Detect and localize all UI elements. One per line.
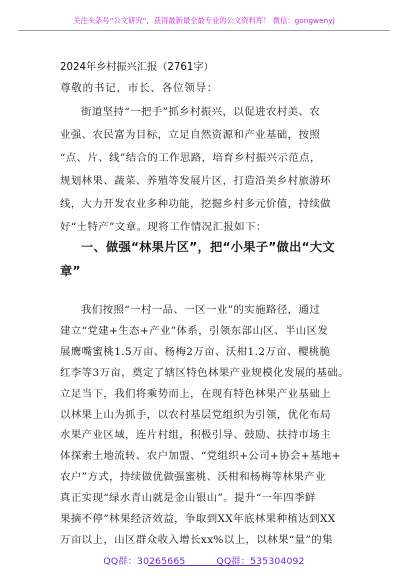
paragraph-line: 线，大力开发农业多种功能，挖掘乡村多元价值，持续做	[60, 198, 332, 210]
paragraph-line: 红李等3万亩，奠定了辖区特色林果产业规模化发展的基础。	[60, 366, 349, 379]
footer-qq-group-1[interactable]: QQ群：30265665	[103, 555, 186, 567]
paragraph-line: 我们按照“一村一品、一区一业”的实施路径，通过	[81, 304, 321, 316]
paragraph-line: 体探索土地流转、农户加盟、“党组织+公司+协会+基地+	[60, 450, 341, 463]
paragraph-line: 街道坚持“一把手”抓乡村振兴，以促进农村美、农	[81, 106, 321, 118]
paragraph-line: 农户”方式，持续做优做强蜜桃、沃柑和杨梅等林果产业	[60, 471, 326, 484]
footer-qq-group-2[interactable]: QQ群：535304092	[216, 555, 305, 567]
paragraph-line: 果摘不停”林果经济效益，争取到XX年底林果种植达到XX	[60, 513, 336, 525]
footer-underline	[148, 565, 260, 566]
paragraph-line: 万亩以上，山区群众收入增长xx%以上，以林果“量”的集	[60, 533, 333, 546]
paragraph-line: “点、片、线”结合的工作思路，培育乡村振兴示范点，	[60, 152, 321, 164]
paragraph-line: 水果产业区域，连片村组，积极引导、鼓励、扶持市场主	[60, 429, 332, 442]
section-heading-continued: 章”	[60, 264, 81, 278]
paragraph-line: 规划林果、蔬菜、养殖等发展片区，打造沿美乡村旅游环	[60, 175, 332, 187]
paragraph-line: 展鹰嘴蜜桃1.5万亩、杨梅2万亩、沃柑1.2万亩、樱桃脆	[60, 345, 331, 358]
document-title: 2024年乡村振兴汇报（2761字）	[60, 62, 214, 73]
paragraph-line: 业强、农民富为目标，立足自然资源和产业基础，按照	[60, 129, 321, 141]
section-heading: 一、做强“林果片区”，把“小果子”做出“大文	[81, 240, 335, 254]
paragraph-line: 建立“党建+生态+产业”体系，引领东部山区、半山区发	[60, 324, 329, 337]
header-divider	[18, 30, 390, 31]
paragraph-line: 立足当下，我们将乘势而上，在现有特色林果产业基础上	[60, 387, 332, 400]
header-banner: 关注头条号“公文研究”，获得最新最全最专业的公文资料库！ 微信：gongwenyj	[73, 16, 335, 25]
paragraph-line: 真正实现“绿水青山就是金山银山”。提升“一年四季鲜	[60, 492, 316, 505]
salutation: 尊敬的书记，市长、各位领导：	[60, 82, 219, 94]
paragraph-line: 好“土特产”文章。现将工作情况汇报如下：	[60, 221, 267, 233]
paragraph-line: 以林果上山为抓手，以农村基层党组织为引领，优化布局	[60, 408, 332, 421]
